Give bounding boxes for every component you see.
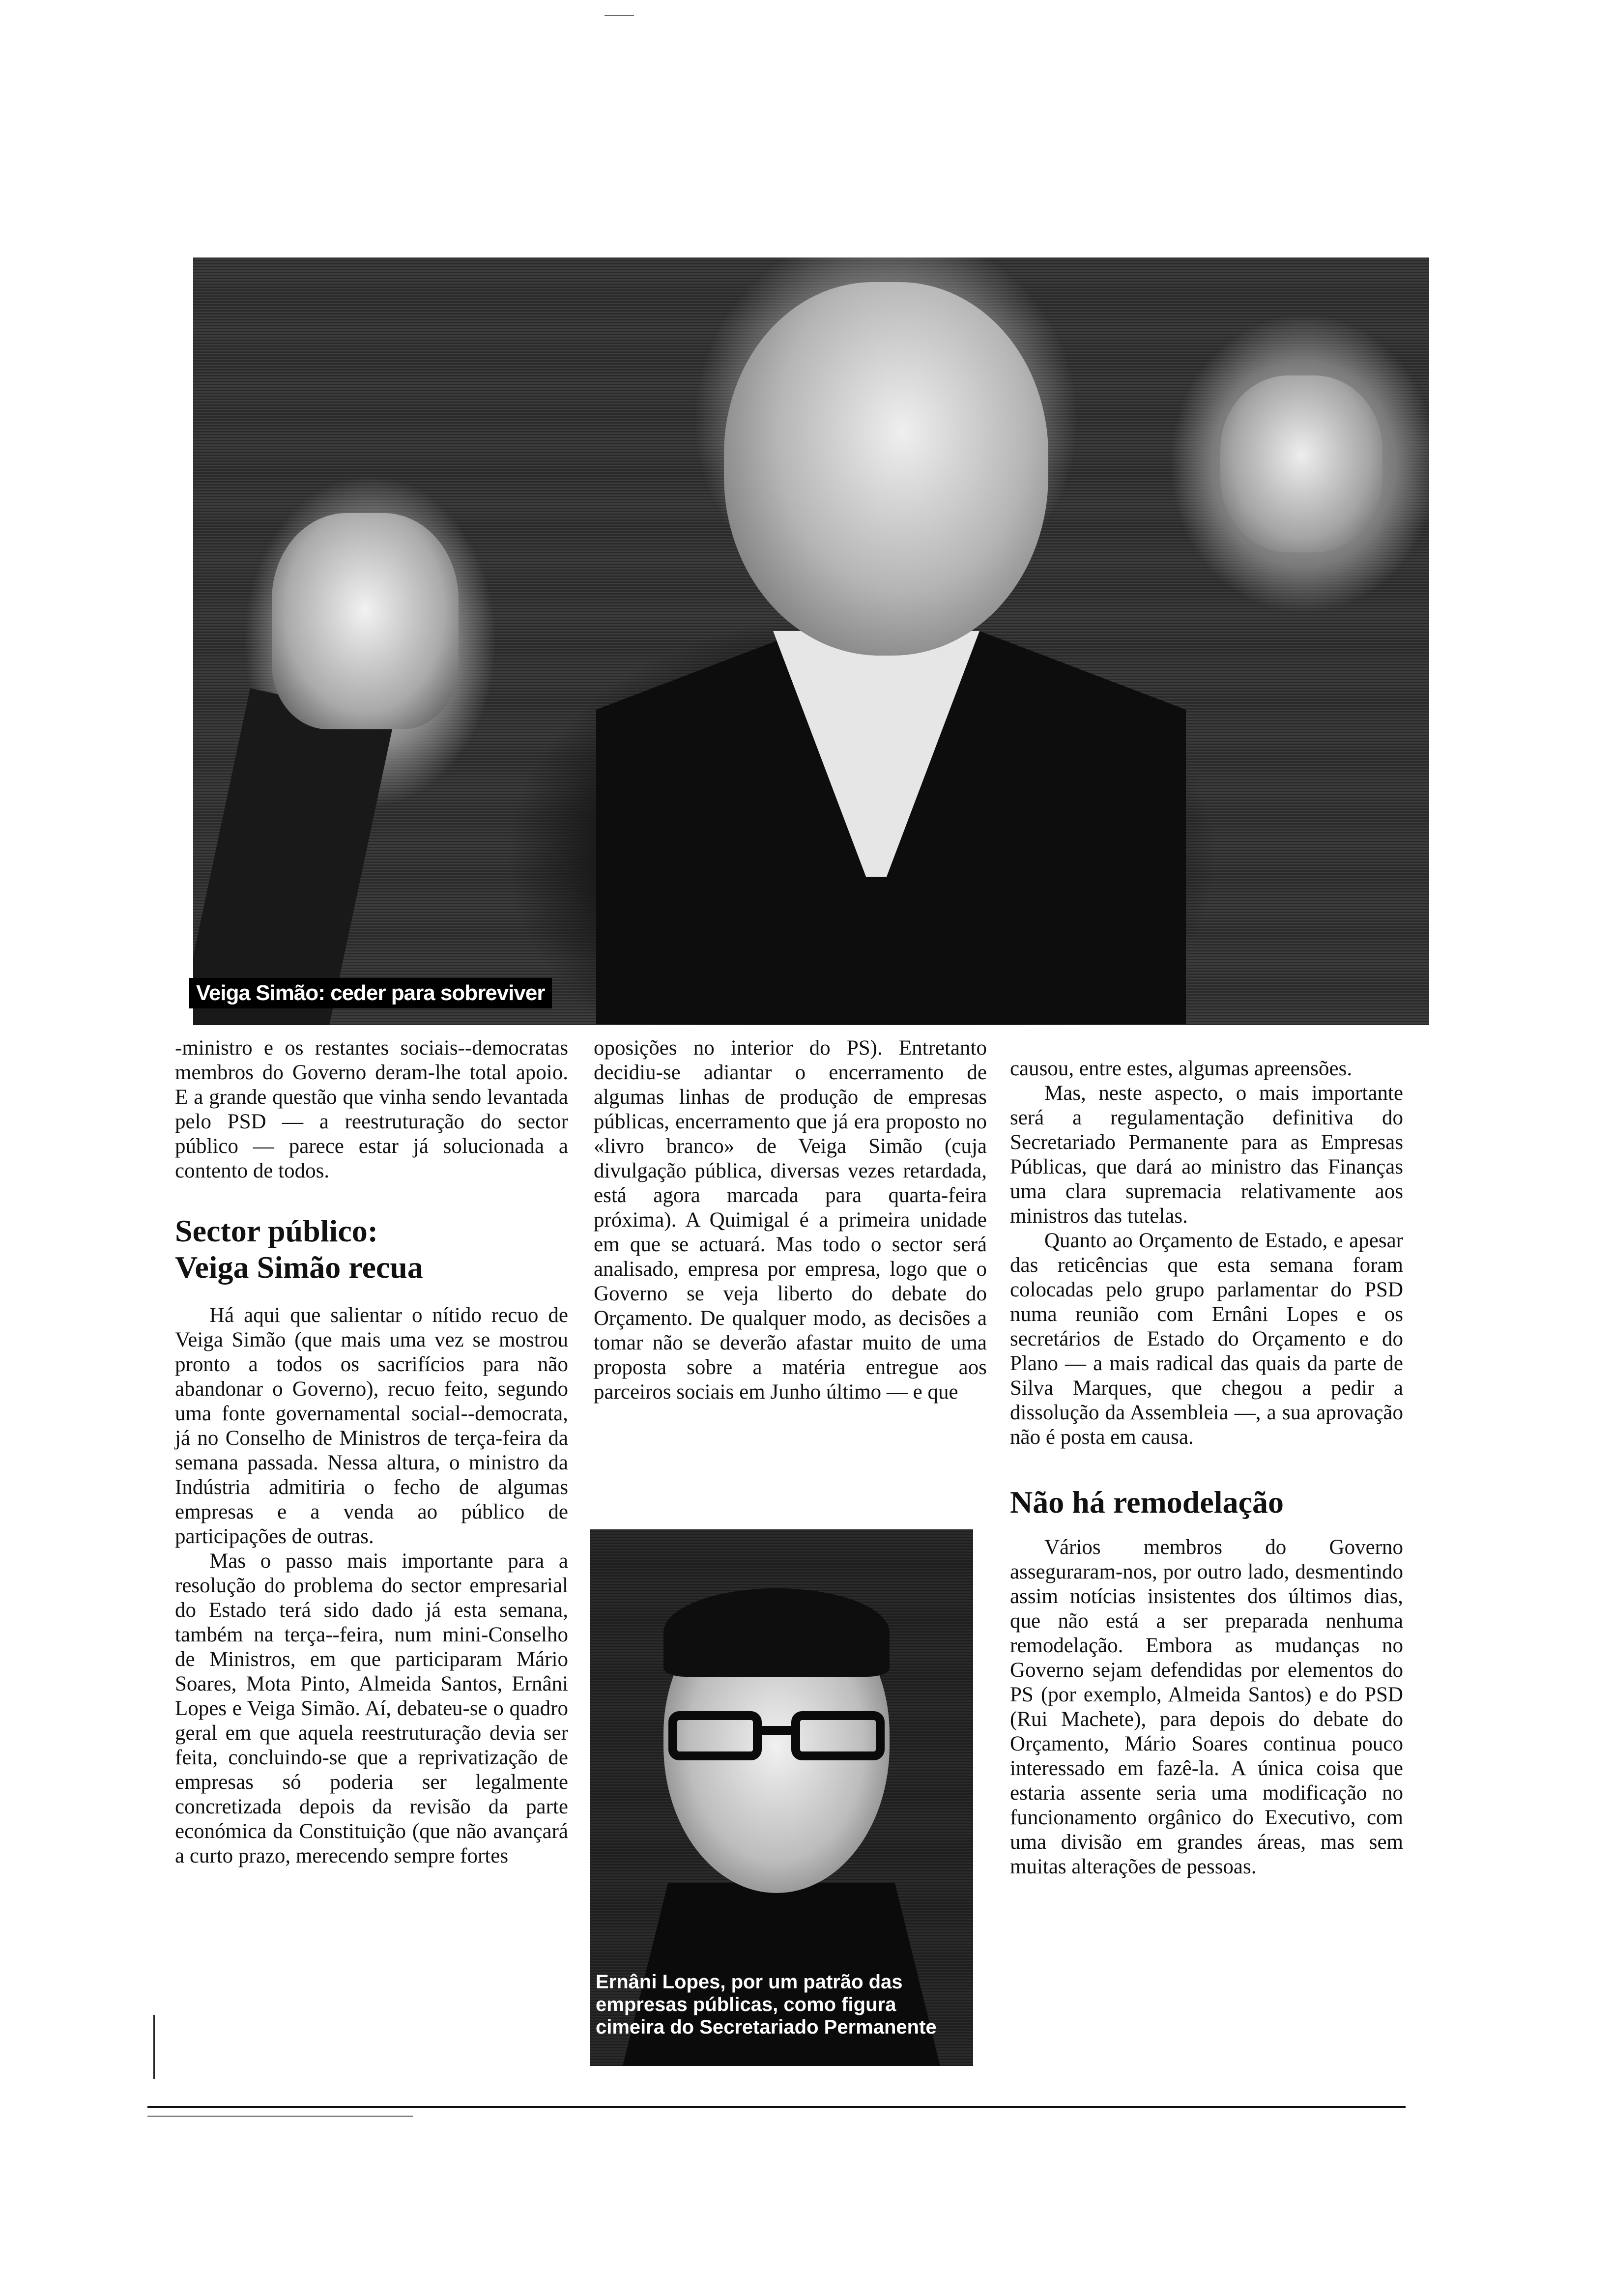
- print-speck: [604, 15, 634, 16]
- subhead-line-2: Veiga Simão recua: [175, 1250, 423, 1285]
- bottom-rule-secondary: [147, 2116, 413, 2117]
- column1-paragraph-2: Mas o passo mais importante para a resolução do problema do sector empresarial do Estado terá sido dado já esta semana, também na terça--feira, num mini-Conselho de Ministros, em que participaram Mário Soares, Mota Pinto, Almeida Santos, Ernâni Lopes e Veiga Simão. Aí, debateu-se o quadro geral em que aquela reestruturação devia ser feita, concluindo-se que a reprivatização de empresas só poderia ser legalmente concretizada depois da revisão da parte económica da Constituição (que não avançará a curto prazo, merecendo sempre fortes: [175, 1550, 568, 1867]
- subhead-line-1: Sector público:: [175, 1213, 378, 1248]
- photo-arm-left: [193, 688, 394, 1025]
- article-column-2: [594, 1036, 987, 1405]
- column3-paragraph-2: Mas, neste aspecto, o mais importante será a regulamentação definitiva do Secretariado Permanente para as Empresas Públicas, que dará ao ministro das Finanças uma clara supremacia relativamente aos ministros das tutelas.: [1010, 1082, 1403, 1228]
- article-column-3: [1010, 1057, 1403, 1879]
- article-column-1: [175, 1036, 568, 1868]
- inset-photo-hair: [663, 1588, 890, 1677]
- photo-raised-fist-left: [272, 513, 459, 729]
- column1-intro: -ministro e os restantes sociais--democratas membros do Governo deram-lhe total apoio. E a grande questão que vinha sendo levantada pelo PSD — a reestruturação do sector público — parece estar já solucionada a contento de todos.: [175, 1036, 568, 1182]
- photo-face: [724, 282, 1048, 656]
- inset-photo-glasses: [668, 1711, 885, 1765]
- column3-paragraph-4: Vários membros do Governo asseguraram-nos, por outro lado, desmentindo assim notícias insistentes dos últimos dias, que não está a ser preparada nenhuma remodelação. Embora as mudanças no Governo sejam defendidas por elementos do PS (por exemplo, Almeida Santos) e do PSD (Rui Machete), para depois do debate do Orçamento, Mário Soares continua pouco interessado em fazê-la. A única coisa que estaria assente seria uma modificação no funcionamento orgânico do Executivo, com uma divisão em grandes áreas, mas sem muitas alterações de pessoas.: [1010, 1536, 1403, 1878]
- margin-rule: [153, 2015, 155, 2079]
- main-photo-caption: Veiga Simão: ceder para sobreviver: [189, 978, 552, 1008]
- inset-photo-caption: Ernâni Lopes, por um patrão das empresas públicas, como figura cimeira do Secretariado Permanente: [596, 1971, 937, 2038]
- column1-paragraph-1: Há aqui que salientar o nítido recuo de Veiga Simão (que mais uma vez se mostrou pronto a todos os sacrifícios para não abandonar o Governo), recuo feito, segundo uma fonte governamental social--democrata, já no Conselho de Ministros de terça-feira da semana passada. Nessa altura, o ministro da Indústria admitiria o fecho de algumas empresas e a venda ao público de participações de outras.: [175, 1304, 568, 1548]
- column3-paragraph-3: Quanto ao Orçamento de Estado, e apesar das reticências que esta semana foram colocadas pelo grupo parlamentar do PSD numa reunião com Ernâni Lopes e os secretários de Estado do Orçamento e do Plano — a mais radical das quais da parte de Silva Marques, que chegou a pedir a dissolução da Assembleia —, a sua aprovação não é posta em causa.: [1010, 1229, 1403, 1449]
- column2-paragraph-1: oposições no interior do PS). Entretanto decidiu-se adiantar o encerramento de algumas linhas de produção de empresas públicas, encerramento que já era proposto no «livro branco» de Veiga Simão (cuja divulgação pública, diversas vezes retardada, está agora marcada para quarta-feira próxima). A Quimigal é a primeira unidade em que se actuará. Mas todo o sector será analisado, empresa por empresa, logo que o Governo se veja liberto do debate do Orçamento. De qualquer modo, as decisões a tomar não se deverão afastar muito de uma proposta sobre a matéria entregue aos parceiros sociais em Junho último — e que: [594, 1036, 987, 1404]
- main-photo: [193, 258, 1429, 1025]
- bottom-rule: [147, 2106, 1406, 2108]
- subhead-nao-ha-remodelacao: Não há remodelação: [1010, 1485, 1284, 1520]
- column3-paragraph-1: causou, entre estes, algumas apreensões.: [1010, 1057, 1353, 1080]
- subhead-sector-publico: [175, 1213, 568, 1286]
- photo-raised-fist-right: [1220, 375, 1382, 552]
